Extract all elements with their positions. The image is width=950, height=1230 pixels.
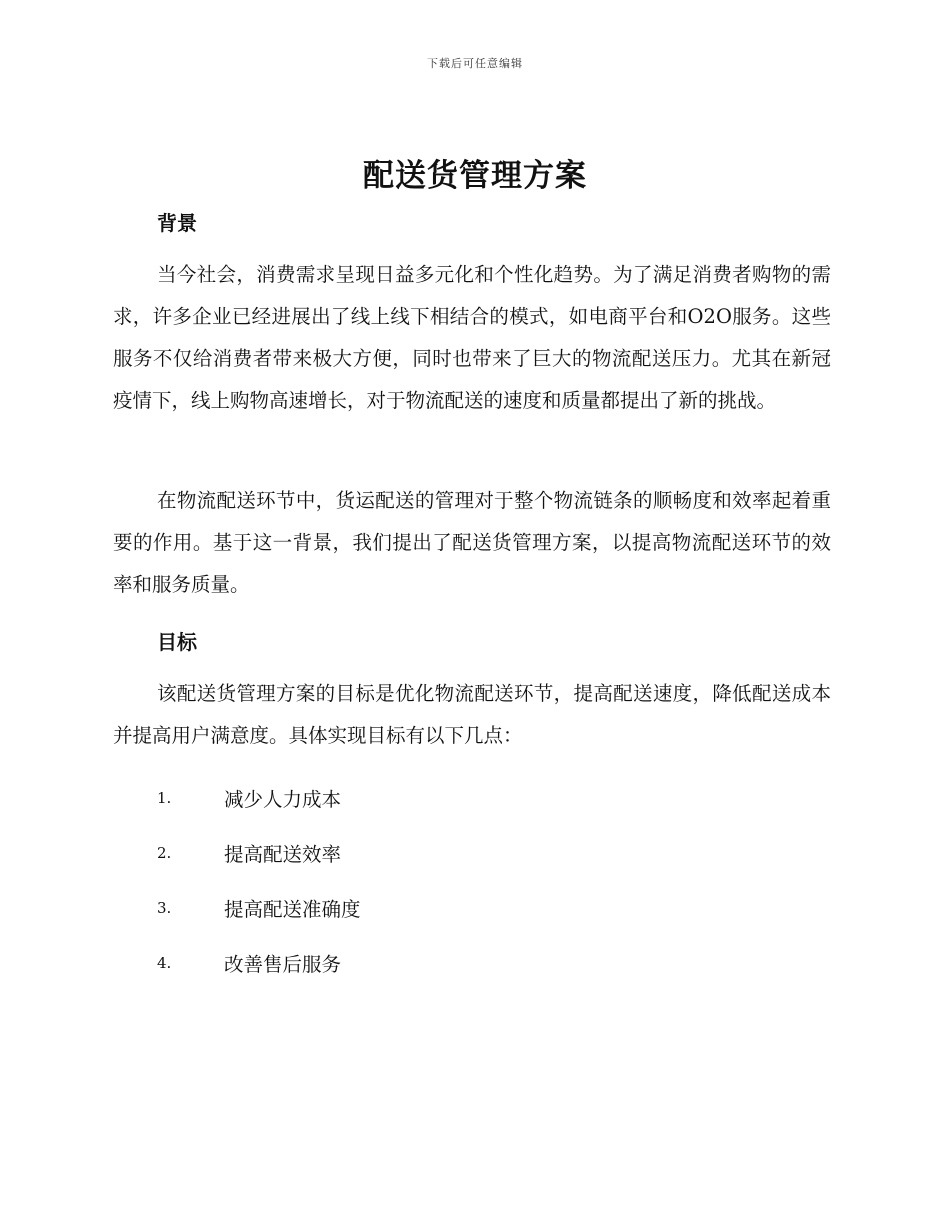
list-item [157,770,757,825]
section-heading-background: 背景 [157,211,197,235]
list-item-text: 提高配送准确度 [224,897,361,921]
list-number: 2. [157,843,172,862]
page-header: 下载后可任意编辑 [427,57,523,70]
background-paragraph-2: 在物流配送环节中，货运配送的管理对于整个物流链条的顺畅度和效率起着重要的作用。基于这一背景，我们提出了配送货管理方案，以提高物流配送环节的效率和服务质量。 [113,489,831,596]
goals-paragraph: 该配送货管理方案的目标是优化物流配送环节，提高配送速度，降低配送成本并提高用户满意度。具体实现目标有以下几点： [113,682,831,747]
goals-list [157,770,757,990]
section-heading-goals: 目标 [157,630,197,654]
list-item [157,825,757,880]
background-paragraph-1: 当今社会，消费需求呈现日益多元化和个性化趋势。为了满足消费者购物的需求，许多企业已经进展出了线上线下相结合的模式，如电商平台和O2O服务。这些服务不仅给消费者带来极大方便，同时也带来了巨大的物流配送压力。尤其在新冠疫情下，线上购物高速增长，对于物流配送的速度和质量都提出了新的挑战。 [113,263,831,412]
list-item [157,935,757,990]
list-item-text: 改善售后服务 [224,952,342,976]
list-number: 1. [157,788,172,807]
list-item [157,880,757,935]
document-title: 配送货管理方案 [363,158,587,194]
list-item-text: 减少人力成本 [224,787,342,811]
list-item-text: 提高配送效率 [224,842,342,866]
list-number: 4. [157,953,172,972]
list-number: 3. [157,898,172,917]
